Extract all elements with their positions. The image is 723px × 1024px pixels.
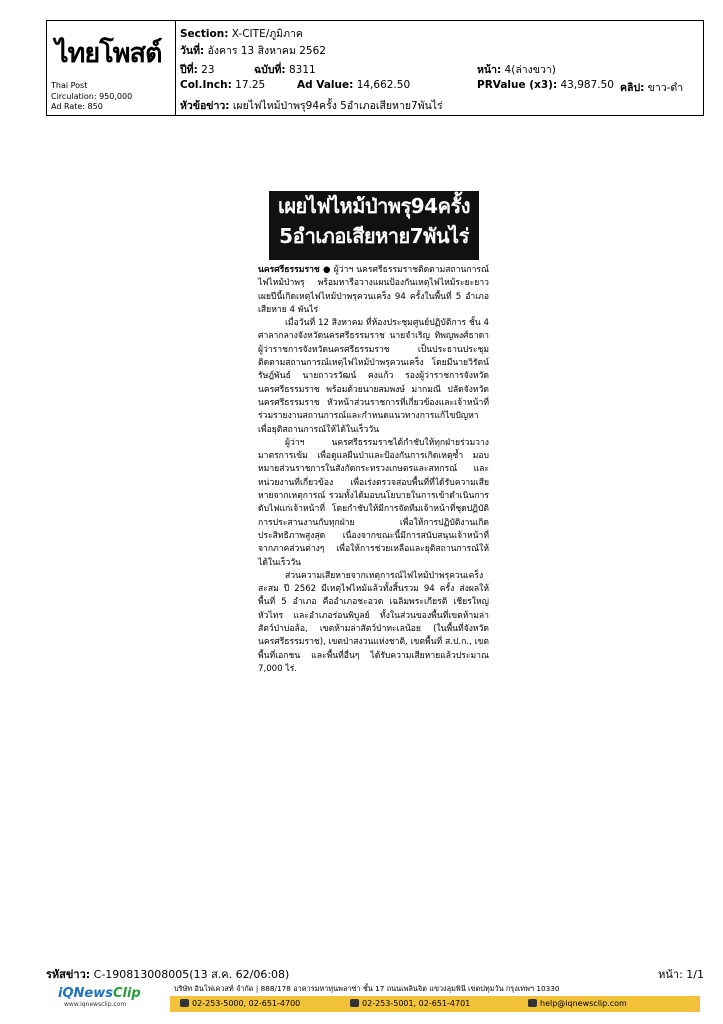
- contact-bar: [170, 996, 700, 1012]
- colinch-label: Col.Inch:: [180, 79, 232, 91]
- ad-rate: Ad Rate: 850: [51, 102, 103, 111]
- brand-clip: Clip: [112, 986, 141, 1001]
- headline-line-1: เผยไฟไหม้ป่าพรุ94ครั้ง: [278, 194, 470, 218]
- page-number: [658, 965, 704, 983]
- topic-label: หัวข้อข่าว:: [180, 100, 230, 112]
- article-paragraph-4: ส่วนความเสียหายจากเหตุการณ์ไฟไหม้ป่าพรุควนเคร็งสะสม ปี 2562 มีเหตุไฟไหม้แล้วทั้งสิ้นรวม 94 ครั้ง ส่งผลให้พื้นที่ 5 อำเภอ คืออำเภอชะอวด เฉลิมพระเกียรติ เชียรใหญ่ หัวไทร และอำเภอร่อนพิบูลย์ ทั้งในส่วนของพื้นที่เขตห้ามล่าสัตว์ป่าบ่อล้อ, เขตห้ามล่าสัตว์ป่าทะเลน้อย (ในพื้นที่จังหวัดนครศรีธรรมราช), เขตป่าสงวนแห่งชาติ, เขตพื้นที่ ส.ป.ก., เขตพื้นที่เอกชน และพื้นที่อื่นๆ ได้รับความเสียหายแล้วประมาณ 7,000 ไร่.: [258, 570, 489, 674]
- fax-numbers: 02-253-5001, 02-651-4701: [362, 999, 471, 1008]
- section-label: Section:: [180, 28, 229, 40]
- prvalue-label: PRValue (x3):: [477, 79, 558, 91]
- advalue-label: Ad Value:: [297, 79, 354, 91]
- phone-numbers: 02-253-5000, 02-651-4700: [192, 999, 301, 1008]
- issue-label: ฉบับที่:: [254, 64, 286, 76]
- clip-label: คลิป:: [620, 82, 645, 94]
- iqnewsclip-logo: [52, 986, 144, 1012]
- news-code-value: C-190813008005(13 ส.ค. 62/06:08): [93, 968, 290, 981]
- headline-line-2: 5อำเภอเสียหาย7พันไร่: [279, 224, 469, 248]
- issue-value: 8311: [288, 64, 316, 76]
- publication-name: Thai Post: [51, 81, 88, 90]
- year-value: 23: [201, 64, 215, 76]
- article-headline: [269, 191, 479, 260]
- article-body: [258, 264, 489, 676]
- email-address: help@iqnewsclip.com: [540, 999, 627, 1008]
- clip-value: ขาว-ดำ: [647, 82, 684, 94]
- article-paragraph-1: [258, 264, 489, 317]
- clipping-meta: [180, 21, 703, 115]
- article-paragraph-3: ผู้ว่าฯ นครศรีธรรมราชได้กำชับให้ทุกฝ่ายร่วมวางมาตรการเข้ม เพื่อดูแลผืนป่าและป้องกันการเกิดเหตุซ้ำ มอบหมายส่วนราชการในสังกัดกระทรวงเกษตรและสหกรณ์ และหน่วยงานที่เกี่ยวข้อง เพื่อเร่งตรวจสอบพื้นที่ที่ได้รับความเสียหายจากเหตุการณ์ รวมทั้งได้มอบนโยบายในการเข้าดำเนินการดับไฟแก่เจ้าหน้าที่ โดยกำชับให้มีการจัดทีมเจ้าหน้าที่ชุดปฏิบัติการประสานงานกับทุกฝ่าย เพื่อให้การปฏิบัติงานเกิดประสิทธิภาพสูงสุด เนื่องจากขณะนี้มีการสนับสนุนเจ้าหน้าที่จากภาคส่วนต่างๆ เพื่อให้การช่วยเหลือและยุติสถานการณ์ให้ได้ในเร็ววัน: [258, 437, 489, 568]
- topic-value: เผยไฟไหม้ป่าพรุ94ครั้ง 5อำเภอเสียหาย7พันไร่: [232, 100, 443, 112]
- date-row: [180, 42, 326, 59]
- date-label: วันที่:: [180, 45, 205, 57]
- advalue-value: 14,662.50: [356, 79, 411, 91]
- publication-logo: ไทยโพสต์: [55, 38, 162, 69]
- email-icon: [528, 999, 537, 1007]
- prvalue-value: 43,987.50: [560, 79, 614, 91]
- section-value: X-CITE/ภูมิภาค: [231, 28, 303, 40]
- fax-icon: [350, 999, 359, 1007]
- company-address: บริษัท อินโฟเควสท์ จำกัด | 888/178 อาคารมหาทุนพลาซ่า ชั้น 17 ถนนเพลินจิต แขวงลุมพินี เขตปทุมวัน กรุงเทพฯ 10330: [174, 984, 560, 993]
- page-number-value: 1/1: [686, 968, 704, 981]
- brand-footer: [52, 984, 707, 1014]
- news-code-label: รหัสข่าว:: [46, 968, 91, 981]
- section-row: [180, 25, 303, 42]
- circulation: Circulation: 950,000: [51, 91, 133, 101]
- page-label: หน้า:: [477, 64, 502, 76]
- date-value: อังคาร 13 สิงหาคม 2562: [207, 45, 326, 57]
- page-number-label: หน้า:: [658, 968, 683, 981]
- clipping-header: [46, 20, 704, 116]
- dateline: นครศรีธรรมราช ●: [258, 265, 331, 275]
- topic-row: [180, 97, 443, 114]
- news-code: [46, 965, 704, 983]
- publication-info: [51, 81, 132, 113]
- article-paragraph-2: เมื่อวันที่ 12 สิงหาคม ที่ห้องประชุมศูนย์ปฏิบัติการ ชั้น 4 ศาลากลางจังหวัดนครศรีธรรมราช นายจำเริญ ทิพญพงศ์ธาดา ผู้ว่าราชการจังหวัดนครศรีธรรมราช เป็นประธานประชุมติดตามสถานการณ์เหตุไฟไหม้ป่าพรุควนเคร็ง โดยมีนายวิรัตน์ รัษฎ์พันธ์ นายถาวรวัฒน์ คงแก้ว รองผู้ว่าราชการจังหวัดนครศรีธรรมราช พร้อมด้วยนายสมพงษ์ มากมณี ปลัดจังหวัดนครศรีธรรมราช หัวหน้าส่วนราชการที่เกี่ยวข้องและเจ้าหน้าที่ร่วมรายงานสถานการณ์และกำหนดแนวทางการแก้ไขปัญหาเพื่อยุติสถานการณ์ให้ได้ในเร็ววัน: [258, 318, 489, 435]
- year-label: ปีที่:: [180, 64, 198, 76]
- colinch-value: 17.25: [235, 79, 266, 91]
- publication-logo-cell: [47, 21, 176, 115]
- paragraph-1-text: ผู้ว่าฯ นครศรีธรรมราชติดตามสถานการณ์ไฟไหม้ป่าพรุ พร้อมหารือวางแผนป้องกันเหตุไฟไหม้ระยะยาว เผยปีนี้เกิดเหตุไฟไหม้ป่าพรุควนเคร็ง 94 ครั้งในพื้นที่ 5 อำเภอ เสียหาย 4 พันไร่: [258, 265, 490, 315]
- phone-icon: [180, 999, 189, 1007]
- page-value: 4(ล่างขวา): [504, 64, 556, 76]
- brand-url: www.iqnewsclip.com: [64, 1001, 127, 1008]
- brand-iq: iQNews: [58, 986, 113, 1001]
